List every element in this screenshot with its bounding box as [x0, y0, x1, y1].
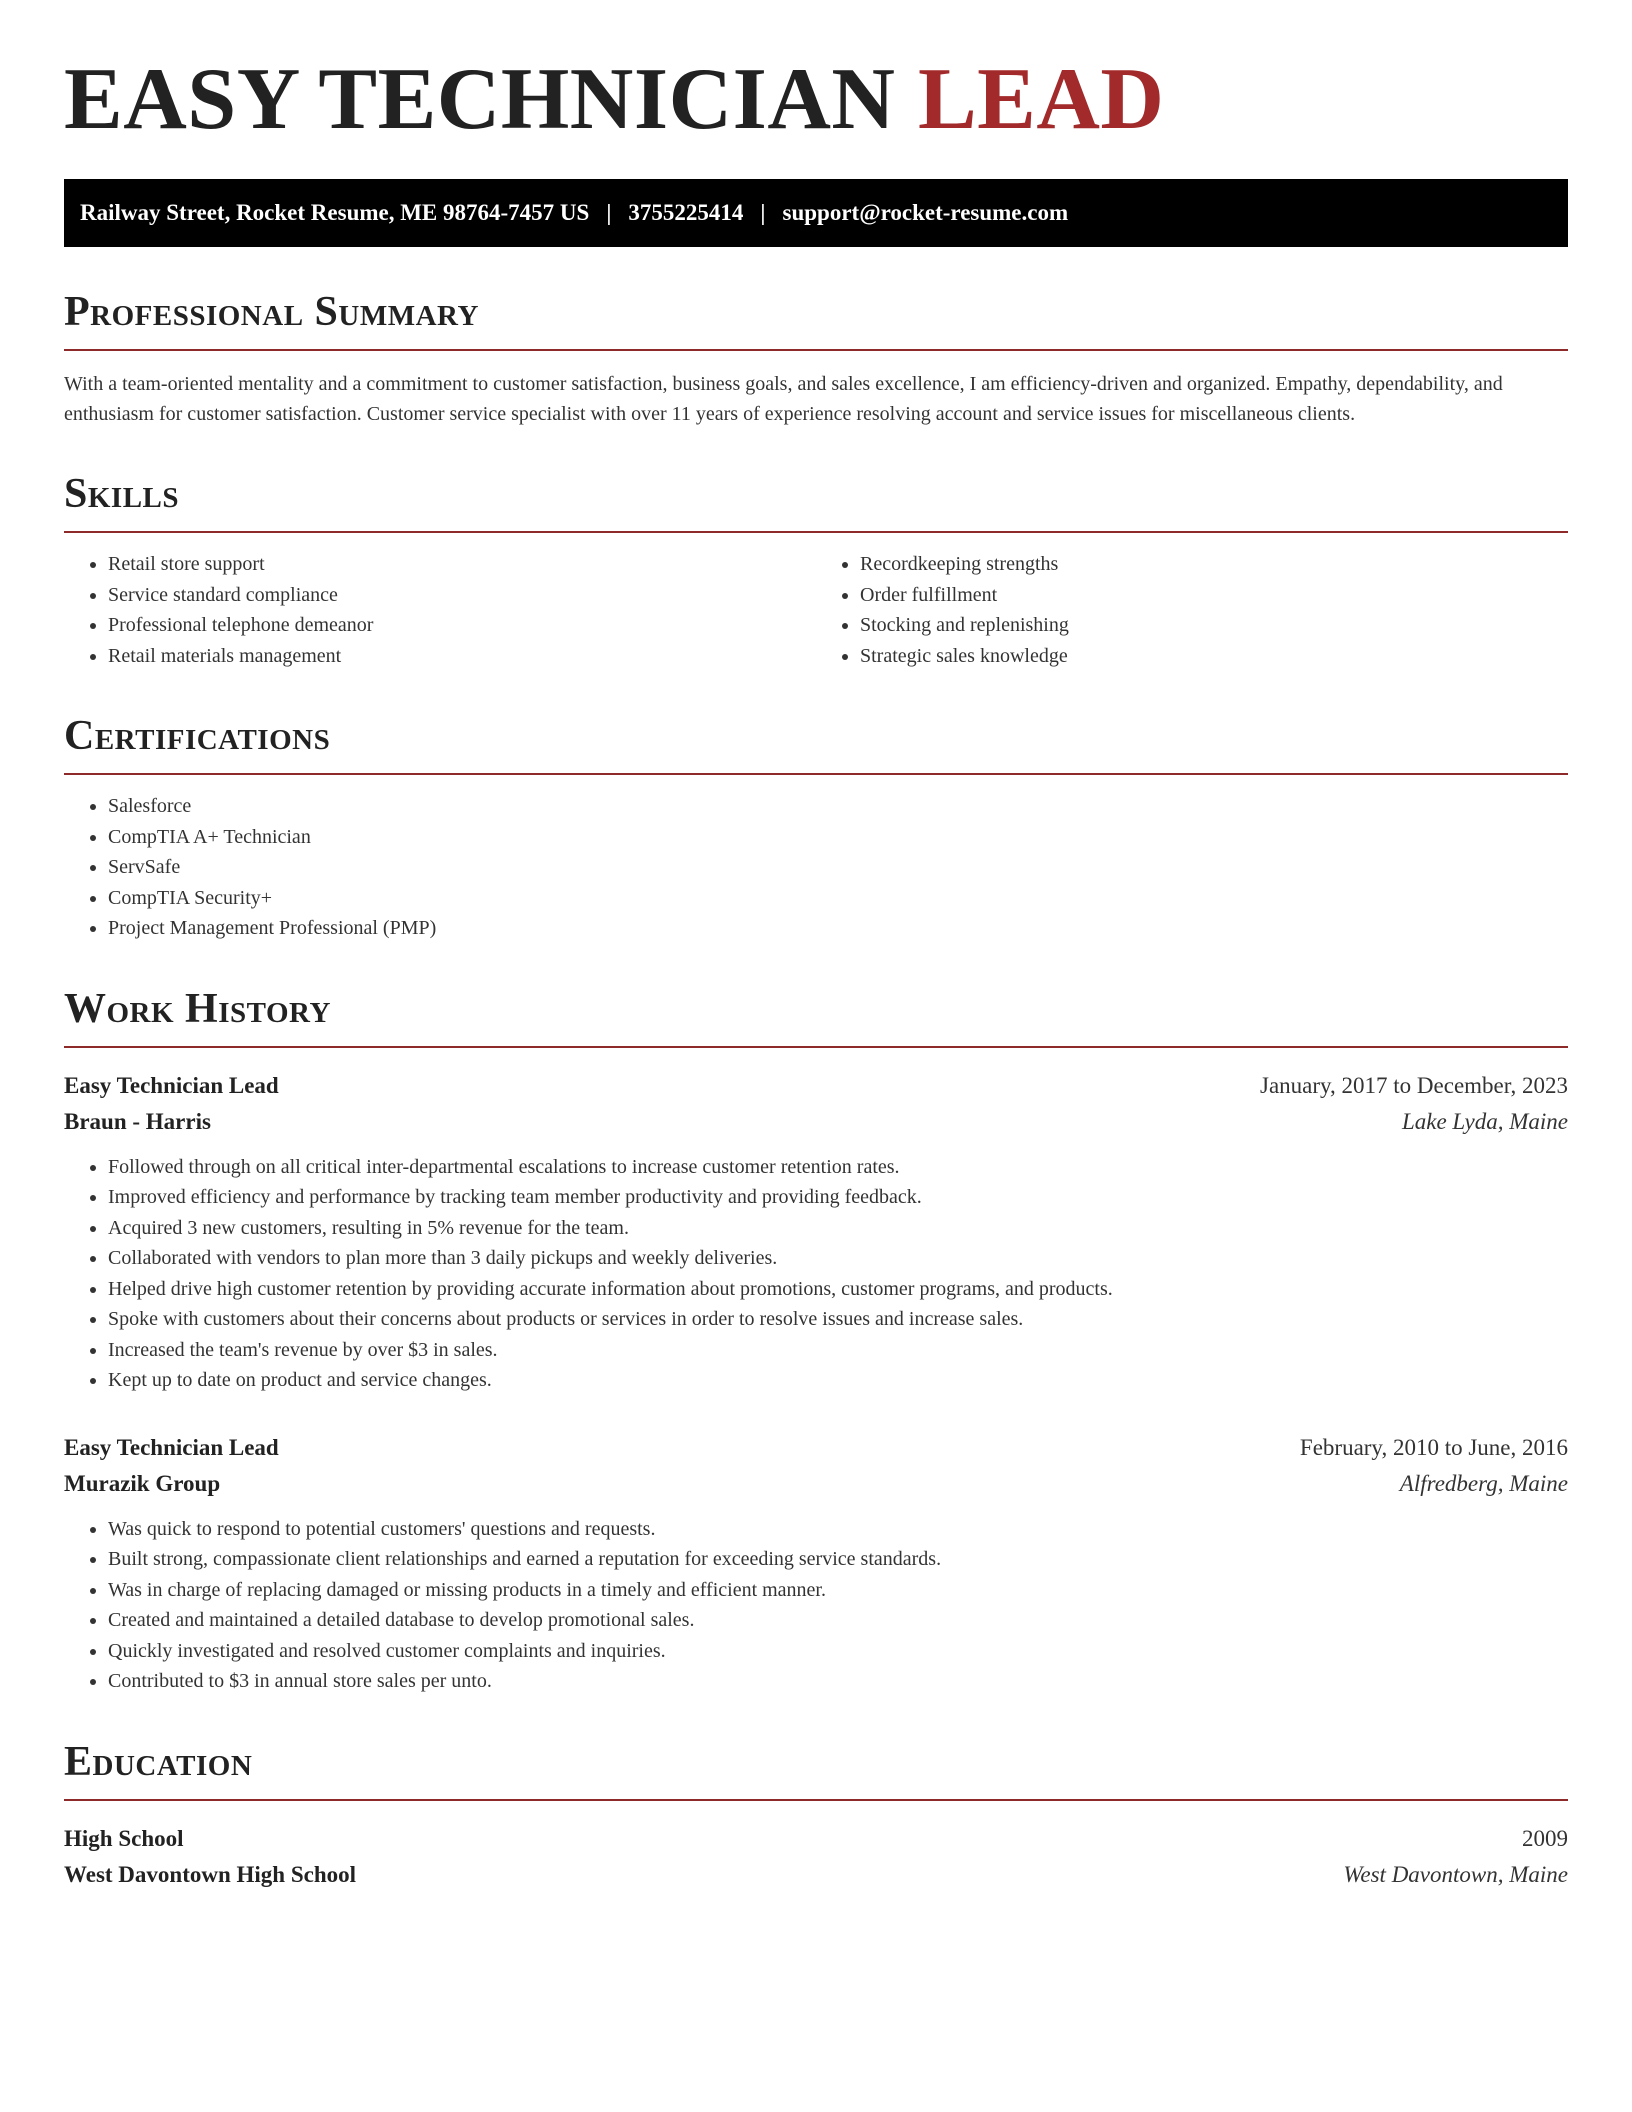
education-location: West Davontown, Maine — [1343, 1861, 1568, 1887]
skill-item: • Service standard compliance — [108, 580, 816, 611]
education-school-row — [64, 1857, 1568, 1893]
contact-bar — [64, 179, 1568, 247]
name-last: LEAD — [917, 51, 1165, 148]
education-degree: High School — [64, 1825, 184, 1851]
skill-item: • Recordkeeping strengths — [860, 549, 1568, 580]
job-bullet: • Contributed to $3 in annual store sales per unto. — [108, 1666, 1568, 1697]
skill-item: • Professional telephone demeanor — [108, 610, 816, 641]
section-divider — [64, 1046, 1568, 1048]
contact-email: support@rocket-resume.com — [782, 200, 1069, 225]
certification-item: • ServSafe — [108, 852, 1568, 883]
skills-section — [64, 473, 1568, 671]
name-first: EASY TECHNICIAN — [64, 51, 896, 148]
job-bullet: • Built strong, compassionate client relationships and earned a reputation for exceeding service standards. — [108, 1544, 1568, 1575]
education-heading: Education — [64, 1738, 253, 1785]
contact-phone: 3755225414 — [628, 200, 744, 225]
education-section — [64, 1738, 1568, 1893]
job-bullet: • Spoke with customers about their concerns about products or services in order to resolve issues and increase sales. — [108, 1304, 1568, 1335]
job-company: Braun - Harris — [64, 1108, 211, 1134]
skill-item: • Retail materials management — [108, 641, 816, 672]
education-school: West Davontown High School — [64, 1861, 357, 1887]
certification-item: • Project Management Professional (PMP) — [108, 913, 1568, 944]
skill-item: • Strategic sales knowledge — [860, 641, 1568, 672]
job-dates: January, 2017 to December, 2023 — [1260, 1072, 1568, 1098]
skill-item: • Stocking and replenishing — [860, 610, 1568, 641]
job-header-row — [64, 1068, 1568, 1104]
job-bullet: • Was quick to respond to potential customers' questions and requests. — [108, 1514, 1568, 1545]
section-divider — [64, 1799, 1568, 1801]
job-bullet: • Acquired 3 new customers, resulting in 5% revenue for the team. — [108, 1213, 1568, 1244]
work-history-heading: Work History — [64, 985, 331, 1032]
job-bullet: • Was in charge of replacing damaged or missing products in a timely and efficient manner. — [108, 1575, 1568, 1606]
job-entry — [64, 1430, 1568, 1697]
job-company: Murazik Group — [64, 1470, 221, 1496]
work-history-section — [64, 985, 1568, 1697]
job-company-row — [64, 1104, 1568, 1140]
certifications-section — [64, 715, 1568, 944]
certification-item: • Salesforce — [108, 791, 1568, 822]
job-location: Alfredberg, Maine — [1399, 1470, 1568, 1496]
job-bullet: • Improved efficiency and performance by tracking team member productivity and providing feedback. — [108, 1182, 1568, 1213]
job-bullet: • Helped drive high customer retention by providing accurate information about promotions, customer programs, and products. — [108, 1274, 1568, 1305]
job-role: Easy Technician Lead — [64, 1072, 279, 1098]
summary-heading: Professional Summary — [64, 289, 479, 335]
skills-heading: Skills — [64, 471, 180, 517]
section-divider — [64, 773, 1568, 775]
job-bullets — [64, 1152, 1568, 1396]
education-year: 2009 — [1522, 1825, 1568, 1851]
job-bullets — [64, 1514, 1568, 1697]
job-location: Lake Lyda, Maine — [1401, 1108, 1568, 1134]
section-divider — [64, 531, 1568, 533]
job-bullet: • Created and maintained a detailed database to develop promotional sales. — [108, 1605, 1568, 1636]
job-bullet: • Kept up to date on product and service changes. — [108, 1365, 1568, 1396]
job-bullet: • Collaborated with vendors to plan more than 3 daily pickups and weekly deliveries. — [108, 1243, 1568, 1274]
skills-list-right — [816, 549, 1568, 671]
skills-grid — [64, 549, 1568, 671]
job-role: Easy Technician Lead — [64, 1434, 279, 1460]
section-divider — [64, 349, 1568, 351]
job-bullet: • Increased the team's revenue by over $3 in sales. — [108, 1335, 1568, 1366]
job-dates: February, 2010 to June, 2016 — [1299, 1434, 1568, 1460]
job-entry — [64, 1068, 1568, 1396]
summary-section — [64, 291, 1568, 429]
contact-separator: | — [760, 200, 766, 225]
certification-item: • CompTIA Security+ — [108, 883, 1568, 914]
candidate-name — [64, 51, 1568, 148]
job-company-row — [64, 1466, 1568, 1502]
job-bullet: • Followed through on all critical inter-departmental escalations to increase customer retention rates. — [108, 1152, 1568, 1183]
contact-address: Railway Street, Rocket Resume, ME 98764-7457 US — [80, 200, 590, 225]
skill-item: • Retail store support — [108, 549, 816, 580]
education-header-row — [64, 1821, 1568, 1857]
certifications-list — [64, 791, 1568, 944]
contact-separator: | — [606, 200, 612, 225]
job-bullet: • Quickly investigated and resolved customer complaints and inquiries. — [108, 1636, 1568, 1667]
skills-list-left — [64, 549, 816, 671]
education-entry — [64, 1821, 1568, 1893]
certification-item: • CompTIA A+ Technician — [108, 822, 1568, 853]
certifications-heading: Certifications — [64, 713, 331, 759]
job-header-row — [64, 1430, 1568, 1466]
summary-text: With a team-oriented mentality and a commitment to customer satisfaction, business goals, and sales excellence, I am efficiency-driven and organized. Empathy, dependability, and enthusiasm for customer satisfaction. Customer service specialist with over 11 years of experience resolving account and service issues for miscellaneous clients. — [64, 373, 1503, 425]
skill-item: • Order fulfillment — [860, 580, 1568, 611]
